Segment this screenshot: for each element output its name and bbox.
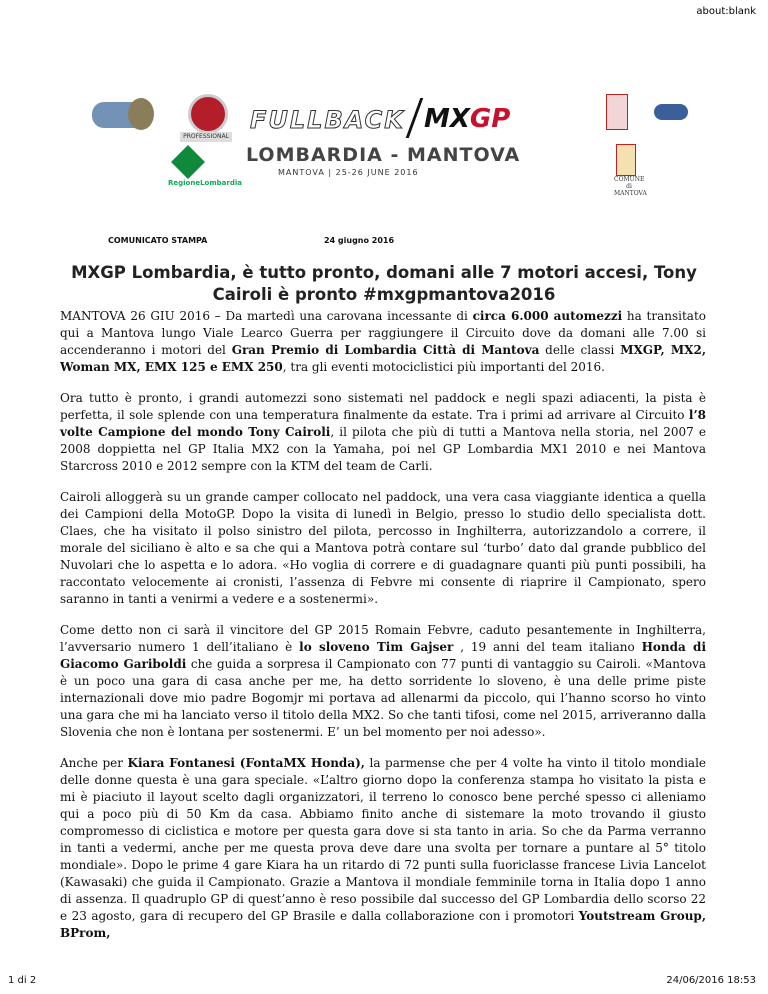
page-number: 1 di 2	[8, 975, 37, 986]
fiat-logo	[188, 94, 228, 134]
text-run: ha transitato qui a Mantova lungo Viale Learco Guerra per raggiungere il Circuito dove da domani alle 7.00 si accenderanno i motori del	[60, 309, 706, 357]
bold-text: Honda di Giacomo Gariboldi	[60, 640, 707, 671]
comune-crest-logo	[606, 94, 628, 130]
text-run: Ora tutto è pronto, i grandi automezzi sono sistemati nel paddock e negli spazi adiacenti, la pista è perfetta, il sole splende con una temperatura finalmente da estate. Tra i primi ad arrivare al Circuito	[60, 391, 706, 422]
event-dates: MANTOVA | 25-26 JUNE 2016	[278, 168, 419, 177]
text-run: Anche per	[60, 756, 128, 770]
bold-text: Youtstream Group, BProm,	[60, 909, 706, 940]
article-paragraph	[60, 390, 706, 475]
mxgp-wordmark-gp: GP	[469, 104, 511, 134]
bold-text: circa 6.000 automezzi	[472, 309, 623, 323]
bold-text: MXGP, MX2, Woman MX, EMX 125 e EMX 250	[60, 343, 706, 374]
mxgp-wordmark-mx: MX	[424, 104, 470, 134]
article-paragraph	[60, 489, 706, 608]
print-timestamp: 24/06/2016 18:53	[666, 975, 756, 986]
wordmark-divider	[406, 98, 424, 138]
text-run: Come detto non ci sarà il vincitore del GP 2015 Romain Febvre, caduto pesantemente in Inghilterra, l’avversario numero 1 dell’italiano è	[60, 623, 706, 654]
press-release-date: 24 giugno 2016	[324, 236, 395, 245]
text-run: , tra gli eventi motociclistici più importanti del 2016.	[282, 360, 605, 374]
bold-text: Kiara Fontanesi (FontaMX Honda),	[127, 756, 365, 770]
text-run: , il pilota che più di tutti a Mantova nella storia, nel 2007 e 2008 doppietta nel GP Italia MX2 con la Yamaha, poi nel GP Lombardia MX1 2010 e nei Mantova Starcross 2010 e 2012 sempre con la KTM del team de Carli.	[60, 425, 706, 473]
text-run: che guida a sorpresa il Campionato con 77 punti di vantaggio su Cairoli. «Mantova è un poco una gara di casa anche per me, ha detto sorridente lo sloveno, è una delle prime piste internazionali dove mio padre Bogomjr mi portava ad allenarmi da piccolo, qui l’hanno scorso ho vinto una gara che mi ha lanciato verso il titolo della MX2. So che tanti tifosi, come nel 2015, arriveranno dalla Slovenia che non è lontana per sostenermi. E’ un bel momento per noi adesso».	[60, 657, 706, 739]
regione-lombardia-logo	[171, 145, 205, 179]
text-run: delle classi	[539, 343, 621, 357]
text-run: la parmense che per 4 volte ha vinto il titolo mondiale delle donne questa è una gara speciale. «L’altro giorno dopo la conferenza stampa ho visitato la pista e mi è piaciuto il layout scelto dagli organizzatori, il terreno lo conosco bene perché spesso ci alleniamo qui a poco più di 50 Km da casa. Abbiamo finito anche di sistemare la moto trovando il giusto compromesso di ciclistica e motore per questa gara dove si sta tanto in aria. So che da Parma verranno in tanti a vedermi, anche per me questa prova deve dare una svolta per tornare a puntare al 5° titolo mondiale». Dopo le prime 4 gare Kiara ha un ritardo di 72 punti sulla fuoriclasse francese Livia Lancelot (Kawasaki) che guida il Campionato. Grazie a Mantova il mondiale femminile torna in Italia dopo 1 anno di assenza. Il quadruplo GP di quest’anno è reso possibile dal successo del GP Lombardia dello scorso 22 e 23 agosto, gara di recupero del GP Brasile e dalla collaborazione con i promotori	[60, 756, 707, 923]
press-release-label: COMUNICATO STAMPA	[108, 236, 208, 245]
fullback-wordmark: FULLBACK	[250, 106, 405, 134]
event-banner	[88, 88, 688, 197]
regione-lombardia-label: RegioneLombardia	[168, 179, 242, 187]
article-body	[60, 308, 706, 956]
page-title: MXGP Lombardia, è tutto pronto, domani alle 7 motori accesi, Tony Cairoli è pronto #mxgpmantova2016	[71, 263, 697, 304]
text-run: , 19 anni del team italiano	[453, 640, 642, 654]
crest-logo	[128, 98, 154, 130]
text-run: Cairoli alloggerà su un grande camper collocato nel paddock, una vera casa viaggiante identica a quella dei Campioni della MotoGP. Dopo la visita di lunedì in Belgio, presso lo studio dello specialista dott. Claes, che ha visitato il polso sinistro del pilota, percosso in Inghilterra, autorizzandolo a correre, il morale del siciliano è alto e sa che qui a Mantova potrà contare sul ‘turbo’ dato dal grande pubblico del Nuvolari che lo aspetta e lo adora. «Ho voglia di correre e di guadagnare quanti più punti possibili, ha raccontato velocemente ai cronisti, l’assenza di Febvre mi consente di riaprire il Campionato, spero saranno in tanti a venirmi a vedere e a sostenermi».	[60, 490, 706, 606]
article-paragraph	[60, 622, 706, 741]
bold-text: l’8 volte Campione del mondo Tony Cairoli	[60, 408, 706, 439]
event-title: LOMBARDIA - MANTOVA	[246, 144, 521, 166]
article-paragraph	[60, 308, 706, 376]
comune-mantova-logo	[616, 144, 636, 176]
bold-text: lo sloveno Tim Gajser	[299, 640, 454, 654]
bold-text: Gran Premio di Lombardia Città di Mantova	[231, 343, 540, 357]
sponsor-logo	[654, 104, 688, 120]
comune-mantova-label: COMUNE di MANTOVA	[614, 176, 647, 197]
mxgp-wordmark	[424, 104, 510, 134]
print-header-url: about:blank	[696, 6, 756, 17]
article-paragraph	[60, 755, 706, 942]
text-run: MANTOVA 26 GIU 2016 – Da martedì una carovana incessante di	[60, 309, 473, 323]
fiat-professional-label: PROFESSIONAL	[180, 132, 232, 142]
